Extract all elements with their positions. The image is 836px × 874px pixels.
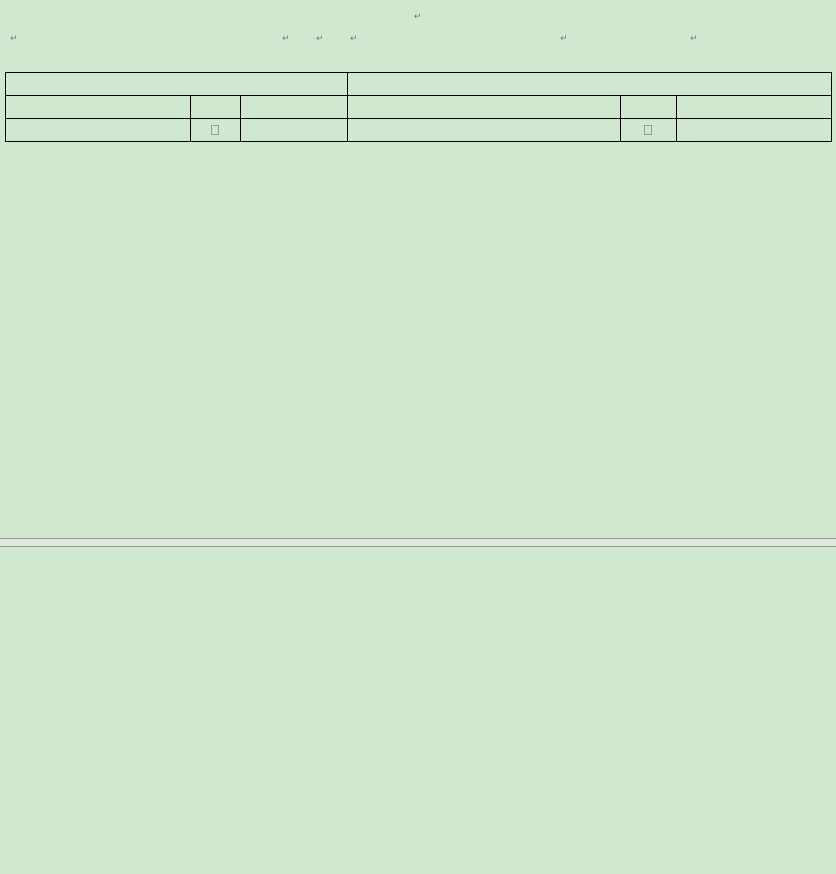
expense-header xyxy=(348,73,832,96)
income-rowno-header xyxy=(191,96,241,119)
table-header-columns xyxy=(6,96,832,119)
empty-cell xyxy=(191,119,241,142)
income-item-header xyxy=(6,96,191,119)
expense-amount-header xyxy=(677,96,832,119)
empty-cell xyxy=(621,119,677,142)
summary-table-top xyxy=(5,72,832,142)
table-column-index xyxy=(6,119,832,142)
table-header-section xyxy=(6,73,832,96)
column-index-2 xyxy=(677,119,832,142)
income-amount-header xyxy=(241,96,348,119)
paragraph-marks: ↵ ↵ ↵ ↵ ↵ ↵ xyxy=(10,34,698,44)
expense-item-header xyxy=(348,96,621,119)
page-title: ↵ xyxy=(413,12,423,22)
page-break xyxy=(0,538,836,547)
expense-rowno-header xyxy=(621,96,677,119)
column-label xyxy=(348,119,621,142)
income-header xyxy=(6,73,348,96)
column-index-1 xyxy=(241,119,348,142)
column-label xyxy=(6,119,191,142)
